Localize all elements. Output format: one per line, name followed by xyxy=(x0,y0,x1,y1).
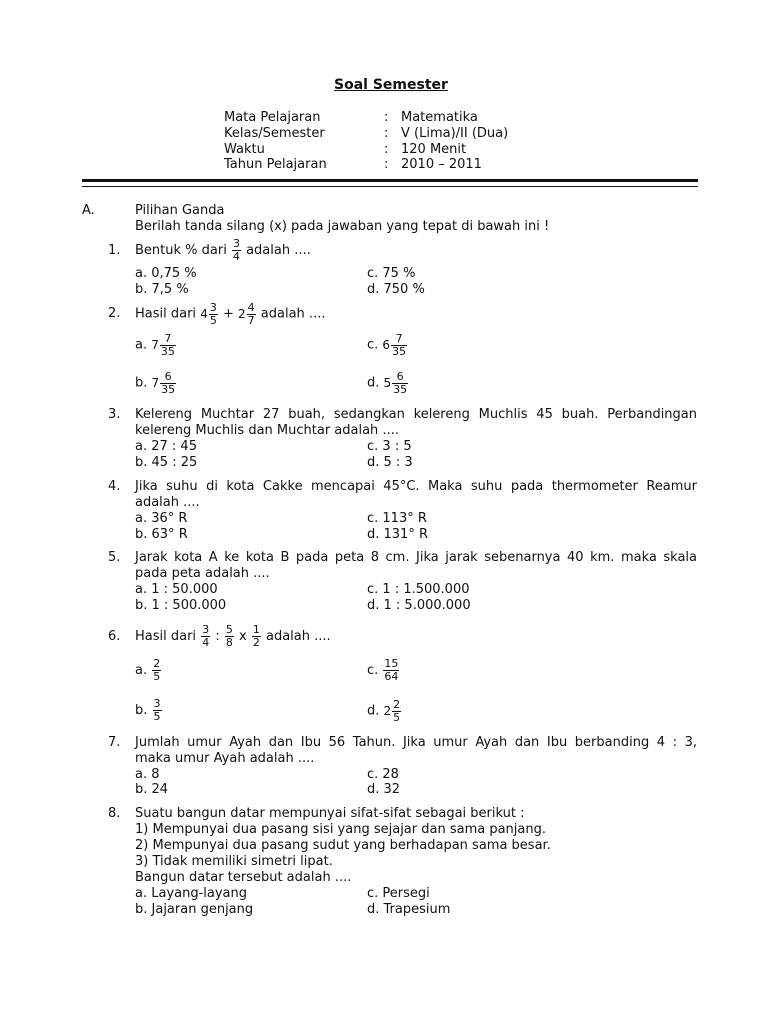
option-c[interactable]: c. $\frac{15}{64}$ xyxy=(367,657,399,683)
question-number: 6. xyxy=(108,629,121,644)
option-c[interactable]: c. 75 % xyxy=(367,266,416,281)
option-a[interactable]: a. 8 xyxy=(135,767,160,782)
question-text: adalah .... xyxy=(246,243,311,258)
option-b[interactable]: b. $\frac{3}{5}$ xyxy=(135,697,161,723)
option-b[interactable]: b. 63° R xyxy=(135,527,188,542)
operator: + xyxy=(222,306,234,322)
question-text: Jika suhu di kota Cakke mencapai 45°C. Maka suhu pada thermometer Reamur xyxy=(135,479,697,494)
question-text: Bangun datar tersebut adalah .... xyxy=(135,870,352,885)
question-number: 3. xyxy=(108,407,121,422)
option-d[interactable]: d. 5 $\frac{6}{35}$ xyxy=(367,369,408,396)
option-c[interactable]: c. 1 : 1.500.000 xyxy=(367,582,470,597)
info-colon: : xyxy=(384,126,389,141)
info-value-time: 120 Menit xyxy=(401,142,467,157)
section-letter: A. xyxy=(82,203,95,218)
fraction: $\frac{3}{4}$ xyxy=(232,237,240,263)
question-text: adalah .... xyxy=(135,495,200,510)
option-b[interactable]: b. Jajaran genjang xyxy=(135,902,254,917)
option-a[interactable]: a. Layang-layang xyxy=(135,886,248,901)
question-number: 5. xyxy=(108,550,121,565)
whole-number: 4 xyxy=(200,307,208,321)
question-number: 4. xyxy=(108,479,121,494)
option-d[interactable]: d. 1 : 5.000.000 xyxy=(367,598,471,613)
question-text: adalah .... xyxy=(260,306,326,322)
question-1-text xyxy=(135,236,311,266)
question-text: pada peta adalah .... xyxy=(135,566,270,581)
option-a[interactable]: a. 36° R xyxy=(135,511,188,526)
info-colon: : xyxy=(384,110,389,125)
option-d[interactable]: d. 131° R xyxy=(367,527,428,542)
section-instruction: Berilah tanda silang (x) pada jawaban yang tepat di bawah ini ! xyxy=(135,219,550,234)
option-d[interactable]: d. 5 : 3 xyxy=(367,455,413,470)
question-text: Jumlah umur Ayah dan Ibu 56 Tahun. Jika umur Ayah dan Ibu berbanding 4 : 3, xyxy=(135,735,697,750)
info-colon: : xyxy=(384,142,389,157)
option-d[interactable]: d. 750 % xyxy=(367,282,425,297)
question-number: 7. xyxy=(108,735,121,750)
option-b[interactable]: b. 7 $\frac{6}{35}$ xyxy=(135,369,176,396)
option-b[interactable]: b. 24 xyxy=(135,782,169,797)
option-b[interactable]: b. 1 : 500.000 xyxy=(135,598,227,613)
option-c[interactable]: c. 3 : 5 xyxy=(367,439,412,454)
fraction: $\frac{4}{7}$ xyxy=(247,300,255,327)
question-text: maka umur Ayah adalah .... xyxy=(135,751,315,766)
question-text: adalah .... xyxy=(265,629,331,644)
property-item: 3) Tidak memiliki simetri lipat. xyxy=(135,854,333,869)
option-d[interactable]: d. Trapesium xyxy=(367,902,451,917)
option-a[interactable]: a. $\frac{2}{5}$ xyxy=(135,657,161,683)
option-a[interactable]: a. 27 : 45 xyxy=(135,439,197,454)
info-label-time: Waktu xyxy=(224,142,265,157)
info-colon: : xyxy=(384,157,389,172)
header-divider-thick xyxy=(82,179,698,182)
property-item: 1) Mempunyai dua pasang sisi yang sejajar dan sama panjang. xyxy=(135,822,546,837)
info-label-year: Tahun Pelajaran xyxy=(224,157,327,172)
question-text: Kelereng Muchtar 27 buah, sedangkan kelereng Muchlis 45 buah. Perbandingan xyxy=(135,407,697,422)
operator: : xyxy=(215,629,220,644)
question-number: 2. xyxy=(108,306,121,321)
option-c[interactable]: c. Persegi xyxy=(367,886,430,901)
option-b[interactable]: b. 7,5 % xyxy=(135,282,189,297)
question-number: 1. xyxy=(108,243,121,258)
info-value-class: V (Lima)/II (Dua) xyxy=(401,126,509,141)
option-c[interactable]: c. 28 xyxy=(367,767,399,782)
fraction: $\frac{5}{8}$ xyxy=(225,623,233,649)
question-text: Suatu bangun datar mempunyai sifat-sifat sebagai berikut : xyxy=(135,806,525,821)
question-number: 8. xyxy=(108,806,121,821)
option-a[interactable]: a. 1 : 50.000 xyxy=(135,582,218,597)
option-d[interactable]: d. 32 xyxy=(367,782,401,797)
fraction: $\frac{3}{4}$ xyxy=(202,623,210,649)
page-title: Soal Semester xyxy=(334,77,448,93)
info-label-subject: Mata Pelajaran xyxy=(224,110,321,125)
whole-number: 2 xyxy=(238,307,246,321)
fraction: $\frac{1}{2}$ xyxy=(252,623,260,649)
option-c[interactable]: c. 6 $\frac{7}{35}$ xyxy=(367,331,407,358)
option-b[interactable]: b. 45 : 25 xyxy=(135,455,198,470)
option-c[interactable]: c. 113° R xyxy=(367,511,427,526)
question-2-text xyxy=(135,299,325,330)
option-a[interactable]: a. 7 $\frac{7}{35}$ xyxy=(135,331,175,358)
question-text: Hasil dari xyxy=(135,306,197,322)
question-text: kelereng Muchlis dan Muchtar adalah .... xyxy=(135,423,399,438)
section-title: Pilihan Ganda xyxy=(135,203,225,218)
question-text: Jarak kota A ke kota B pada peta 8 cm. Jika jarak sebenarnya 40 km. maka skala xyxy=(135,550,697,565)
info-value-year: 2010 – 2011 xyxy=(401,157,482,172)
question-text: Bentuk % dari xyxy=(135,243,227,258)
info-value-subject: Matematika xyxy=(401,110,478,125)
option-d[interactable]: d. 2 $\frac{2}{5}$ xyxy=(367,697,401,724)
fraction: $\frac{3}{5}$ xyxy=(209,300,217,327)
info-label-class: Kelas/Semester xyxy=(224,126,325,141)
option-a[interactable]: a. 0,75 % xyxy=(135,266,197,281)
header-divider-thin xyxy=(82,186,698,187)
question-6-text xyxy=(135,622,331,652)
operator: x xyxy=(239,629,247,644)
property-item: 2) Mempunyai dua pasang sudut yang berhadapan sama besar. xyxy=(135,838,551,853)
question-text: Hasil dari xyxy=(135,629,197,644)
